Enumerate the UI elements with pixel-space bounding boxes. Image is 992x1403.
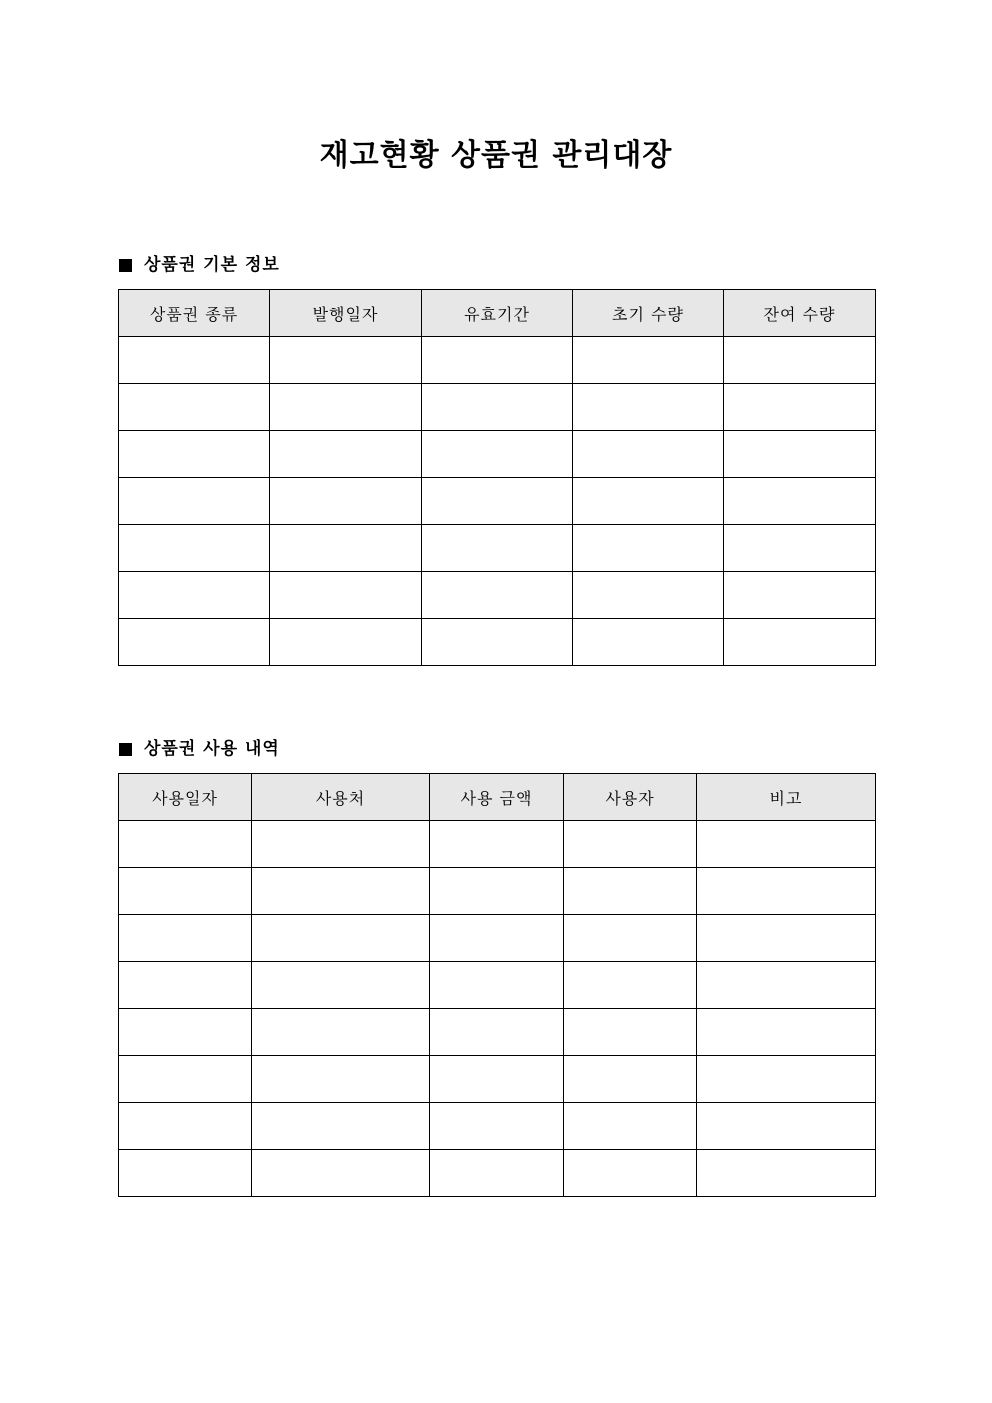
- table-cell[interactable]: [430, 868, 564, 915]
- section-heading-label: 상품권 사용 내역: [144, 739, 280, 759]
- table-cell[interactable]: [430, 821, 564, 868]
- section-heading-gift-card-info: [119, 253, 280, 277]
- table-cell[interactable]: [573, 619, 724, 666]
- table-cell[interactable]: [564, 1056, 697, 1103]
- gift-card-info-body: [119, 337, 876, 666]
- table-row: [119, 431, 876, 478]
- table-cell[interactable]: [422, 525, 573, 572]
- column-header-usage-amount: 사용 금액: [430, 774, 564, 821]
- table-header-row: [119, 290, 876, 337]
- column-header-remarks: 비고: [697, 774, 876, 821]
- table-cell[interactable]: [430, 915, 564, 962]
- table-cell[interactable]: [573, 478, 724, 525]
- gift-card-info-table: [118, 289, 876, 666]
- table-cell[interactable]: [119, 431, 270, 478]
- table-cell[interactable]: [564, 868, 697, 915]
- table-cell[interactable]: [119, 525, 270, 572]
- table-cell[interactable]: [573, 525, 724, 572]
- table-cell[interactable]: [697, 1056, 876, 1103]
- table-cell[interactable]: [697, 1103, 876, 1150]
- table-cell[interactable]: [564, 1150, 697, 1197]
- table-row: [119, 619, 876, 666]
- table-cell[interactable]: [270, 619, 422, 666]
- table-cell[interactable]: [697, 821, 876, 868]
- table-row: [119, 915, 876, 962]
- table-row: [119, 525, 876, 572]
- table-cell[interactable]: [724, 431, 876, 478]
- table-cell[interactable]: [252, 1103, 430, 1150]
- table-cell[interactable]: [564, 821, 697, 868]
- table-cell[interactable]: [724, 572, 876, 619]
- table-cell[interactable]: [422, 619, 573, 666]
- table-cell[interactable]: [119, 1103, 252, 1150]
- table-cell[interactable]: [119, 1056, 252, 1103]
- table-cell[interactable]: [430, 1009, 564, 1056]
- column-header-card-type: 상품권 종류: [119, 290, 270, 337]
- table-cell[interactable]: [119, 915, 252, 962]
- table-row: [119, 1056, 876, 1103]
- table-cell[interactable]: [119, 1150, 252, 1197]
- table-row: [119, 572, 876, 619]
- section-heading-label: 상품권 기본 정보: [144, 255, 280, 275]
- table-cell[interactable]: [119, 821, 252, 868]
- column-header-usage-place: 사용처: [252, 774, 430, 821]
- table-cell[interactable]: [119, 337, 270, 384]
- column-header-initial-quantity: 초기 수량: [573, 290, 724, 337]
- table-cell[interactable]: [270, 572, 422, 619]
- table-cell[interactable]: [573, 572, 724, 619]
- table-cell[interactable]: [697, 868, 876, 915]
- table-cell[interactable]: [430, 962, 564, 1009]
- table-cell[interactable]: [252, 962, 430, 1009]
- table-row: [119, 1009, 876, 1056]
- table-cell[interactable]: [252, 821, 430, 868]
- table-cell[interactable]: [252, 915, 430, 962]
- table-cell[interactable]: [573, 431, 724, 478]
- section-heading-usage-history: [119, 737, 280, 761]
- table-row: [119, 384, 876, 431]
- usage-history-body: [119, 821, 876, 1197]
- table-cell[interactable]: [252, 1009, 430, 1056]
- column-header-issue-date: 발행일자: [270, 290, 422, 337]
- table-header-row: [119, 774, 876, 821]
- table-row: [119, 868, 876, 915]
- document-title: 재고현황 상품권 관리대장: [319, 138, 673, 173]
- table-cell[interactable]: [422, 478, 573, 525]
- table-cell[interactable]: [724, 525, 876, 572]
- table-cell[interactable]: [573, 337, 724, 384]
- column-header-user: 사용자: [564, 774, 697, 821]
- square-bullet-icon: [119, 743, 132, 756]
- table-cell[interactable]: [119, 572, 270, 619]
- table-row: [119, 1150, 876, 1197]
- table-row: [119, 962, 876, 1009]
- table-cell[interactable]: [564, 962, 697, 1009]
- table-cell[interactable]: [270, 431, 422, 478]
- table-cell[interactable]: [564, 1009, 697, 1056]
- square-bullet-icon: [119, 259, 132, 272]
- table-cell[interactable]: [724, 478, 876, 525]
- table-cell[interactable]: [270, 478, 422, 525]
- table-cell[interactable]: [697, 915, 876, 962]
- column-header-remaining-quantity: 잔여 수량: [724, 290, 876, 337]
- table-cell[interactable]: [270, 525, 422, 572]
- table-cell[interactable]: [270, 337, 422, 384]
- table-cell[interactable]: [564, 915, 697, 962]
- table-row: [119, 1103, 876, 1150]
- table-cell[interactable]: [119, 384, 270, 431]
- table-cell[interactable]: [697, 1150, 876, 1197]
- table-cell[interactable]: [422, 384, 573, 431]
- table-cell[interactable]: [422, 431, 573, 478]
- table-cell[interactable]: [252, 1150, 430, 1197]
- table-cell[interactable]: [422, 572, 573, 619]
- table-cell[interactable]: [119, 962, 252, 1009]
- table-cell[interactable]: [430, 1103, 564, 1150]
- table-cell[interactable]: [270, 384, 422, 431]
- table-cell[interactable]: [119, 1009, 252, 1056]
- table-cell[interactable]: [573, 384, 724, 431]
- column-header-validity-period: 유효기간: [422, 290, 573, 337]
- table-cell[interactable]: [430, 1150, 564, 1197]
- table-cell[interactable]: [119, 478, 270, 525]
- table-cell[interactable]: [422, 337, 573, 384]
- table-cell[interactable]: [697, 1009, 876, 1056]
- table-row: [119, 337, 876, 384]
- table-cell[interactable]: [724, 384, 876, 431]
- usage-history-table: [118, 773, 876, 1197]
- table-cell[interactable]: [564, 1103, 697, 1150]
- table-cell[interactable]: [119, 868, 252, 915]
- table-cell[interactable]: [724, 619, 876, 666]
- table-cell[interactable]: [252, 868, 430, 915]
- table-cell[interactable]: [430, 1056, 564, 1103]
- column-header-usage-date: 사용일자: [119, 774, 252, 821]
- table-row: [119, 478, 876, 525]
- table-cell[interactable]: [697, 962, 876, 1009]
- table-row: [119, 821, 876, 868]
- table-cell[interactable]: [724, 337, 876, 384]
- table-cell[interactable]: [119, 619, 270, 666]
- table-cell[interactable]: [252, 1056, 430, 1103]
